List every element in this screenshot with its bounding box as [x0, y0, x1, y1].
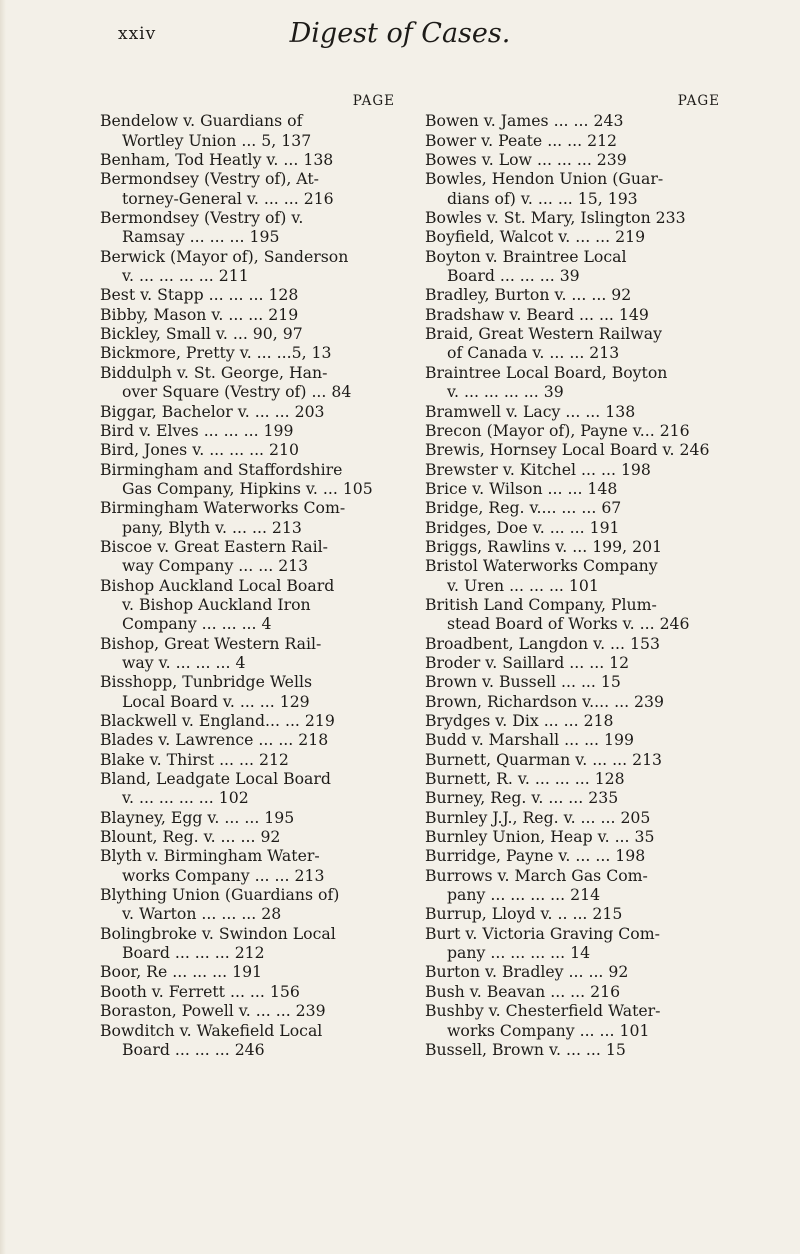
index-entry [100, 343, 395, 362]
index-entry [100, 150, 395, 169]
index-entry [100, 576, 395, 634]
entry-continuation-line: torney-General v. ... ... 216 [122, 188, 334, 208]
entry-line: Bermondsey (Vestry of) v. [100, 208, 304, 228]
entry-continuation-line: dians of) v. ... ... 15, 193 [447, 188, 638, 208]
index-entry [425, 653, 720, 672]
index-entry [425, 982, 720, 1001]
entry-continuation-line: v. ... ... ... ... 211 [122, 266, 249, 286]
entry-line: Bisshopp, Tunbridge Wells [100, 672, 313, 692]
entry-line: Bower v. Peate ... ... 212 [425, 130, 618, 150]
page-title: Digest of Cases. [289, 18, 511, 49]
index-entry [425, 1040, 720, 1059]
index-entry [100, 440, 395, 459]
entry-line: Bendelow v. Guardians of [100, 111, 303, 131]
entry-line: Bowditch v. Wakefield Local [100, 1020, 323, 1040]
entry-line: Blything Union (Guardians of) [100, 885, 340, 905]
right-column [425, 92, 720, 1059]
index-entry [425, 711, 720, 730]
entry-line: Broder v. Saillard ... ... 12 [425, 652, 630, 672]
entry-line: Braintree Local Board, Boyton [425, 362, 668, 382]
entry-line: Birmingham Waterworks Com- [100, 498, 346, 518]
index-entry [425, 518, 720, 537]
index-entry [425, 595, 720, 634]
entry-continuation-line: of Canada v. ... ... 213 [447, 343, 620, 363]
entry-line: Bishop Auckland Local Board [100, 575, 335, 595]
entry-line: Bush v. Beavan ... ... 216 [425, 981, 621, 1001]
entry-line: Boyton v. Braintree Local [425, 246, 627, 266]
index-entry [100, 1021, 395, 1060]
entry-line: Braid, Great Western Railway [425, 324, 662, 344]
entry-line: Blake v. Thirst ... ... 212 [100, 749, 289, 769]
entry-continuation-line: Board ... ... ... 246 [122, 1039, 265, 1059]
index-entry [425, 924, 720, 963]
entry-line: Bradley, Burton v. ... ... 92 [425, 285, 632, 305]
entry-line: Boyfield, Walcot v. ... ... 219 [425, 227, 646, 247]
index-entry [425, 730, 720, 749]
entry-line: Brecon (Mayor of), Payne v... 216 [425, 420, 690, 440]
entry-line: Bowes v. Low ... ... ... 239 [425, 150, 627, 170]
entry-line: Brydges v. Dix ... ... 218 [425, 711, 614, 730]
index-entry [425, 827, 720, 846]
entry-line: Bowen v. James ... ... 243 [425, 111, 624, 131]
entry-line: Brown, Richardson v.... ... 239 [425, 691, 664, 711]
entry-continuation-line: pany ... ... ... ... 14 [447, 943, 591, 963]
index-entry [100, 460, 395, 499]
entry-line: Burton v. Bradley ... ... 92 [425, 962, 629, 982]
index-entry [100, 363, 395, 402]
index-entry [425, 285, 720, 304]
entry-continuation-line: stead Board of Works v. ... 246 [447, 614, 690, 634]
entry-line: Burnett, R. v. ... ... ... 128 [425, 769, 625, 789]
index-entry [425, 788, 720, 807]
left-column [100, 92, 395, 1059]
index-entry [425, 402, 720, 421]
entry-continuation-line: v. ... ... ... ... 102 [122, 788, 249, 808]
entry-line: Brice v. Wilson ... ... 148 [425, 478, 618, 498]
entry-continuation-line: Board ... ... ... 39 [447, 266, 580, 286]
entry-continuation-line: pany ... ... ... ... 214 [447, 885, 601, 905]
index-entry [100, 846, 395, 885]
index-entry [425, 421, 720, 440]
entry-line: Briggs, Rawlins v. ... 199, 201 [425, 536, 663, 556]
index-entry [425, 111, 720, 130]
index-entry [425, 556, 720, 595]
index-entry [425, 150, 720, 169]
entry-line: Birmingham and Staffordshire [100, 459, 343, 479]
index-entry [100, 111, 395, 150]
entry-continuation-line: works Company ... ... 101 [447, 1020, 650, 1040]
index-entry [425, 363, 720, 402]
index-entry [100, 885, 395, 924]
index-entry [100, 324, 395, 343]
index-entry [100, 169, 395, 208]
index-entry [100, 962, 395, 981]
entry-line: Blackwell v. England... ... 219 [100, 711, 335, 730]
entry-line: Bristol Waterworks Company [425, 556, 658, 576]
index-entry [425, 324, 720, 363]
index-entry [100, 672, 395, 711]
index-entry [100, 730, 395, 749]
entry-line: Boraston, Powell v. ... ... 239 [100, 1001, 326, 1021]
entry-line: Berwick (Mayor of), Sanderson [100, 246, 349, 266]
entry-line: Blades v. Lawrence ... ... 218 [100, 730, 329, 750]
entry-continuation-line: v. Uren ... ... ... 101 [447, 575, 599, 595]
entry-continuation-line: v. ... ... ... ... 39 [447, 382, 564, 402]
index-entry [425, 750, 720, 769]
entry-line: Bowles, Hendon Union (Guar- [425, 169, 664, 189]
binding-shadow [0, 0, 6, 1254]
index-entry [100, 402, 395, 421]
index-entry [425, 208, 720, 227]
index-entry [425, 962, 720, 981]
entry-line: Booth v. Ferrett ... ... 156 [100, 981, 300, 1001]
entry-continuation-line: Company ... ... ... 4 [122, 614, 272, 634]
entry-line: Brewster v. Kitchel ... ... 198 [425, 459, 651, 479]
entry-continuation-line: way Company ... ... 213 [122, 556, 309, 576]
index-entry [425, 305, 720, 324]
entry-line: Biggar, Bachelor v. ... ... 203 [100, 401, 325, 421]
entry-line: Boor, Re ... ... ... 191 [100, 962, 263, 982]
index-entry [425, 460, 720, 479]
index-entry [425, 866, 720, 905]
index-entry [100, 208, 395, 247]
index-entry [100, 982, 395, 1001]
entry-line: Bowles v. St. Mary, Islington 233 [425, 208, 686, 228]
entry-line: Bramwell v. Lacy ... ... 138 [425, 401, 636, 421]
index-entry [425, 247, 720, 286]
index-entry [100, 421, 395, 440]
running-head [100, 18, 700, 58]
entry-continuation-line: over Square (Vestry of) ... 84 [122, 382, 352, 402]
entry-continuation-line: v. Bishop Auckland Iron [122, 594, 311, 614]
index-entry [425, 169, 720, 208]
entry-line: Bushby v. Chesterfield Water- [425, 1001, 661, 1021]
entry-line: British Land Company, Plum- [425, 594, 657, 614]
entry-line: Bridges, Doe v. ... ... 191 [425, 517, 620, 537]
index-entry [100, 711, 395, 730]
entry-line: Biddulph v. St. George, Han- [100, 362, 328, 382]
entry-continuation-line: way v. ... ... ... 4 [122, 652, 246, 672]
right-page-label: PAGE [677, 93, 720, 109]
index-entry [100, 634, 395, 673]
index-entry [425, 498, 720, 517]
index-entry [100, 827, 395, 846]
entry-line: Bishop, Great Western Rail- [100, 633, 322, 653]
index-entry [425, 131, 720, 150]
index-entry [100, 285, 395, 304]
index-entry [100, 247, 395, 286]
entry-continuation-line: Local Board v. ... ... 129 [122, 691, 310, 711]
index-entry [100, 924, 395, 963]
entry-line: Bermondsey (Vestry of), At- [100, 169, 319, 189]
index-entry [425, 846, 720, 865]
index-entry [100, 1001, 395, 1020]
index-entry [100, 808, 395, 827]
entry-line: Bridge, Reg. v.... ... ... 67 [425, 498, 622, 518]
entry-continuation-line: Wortley Union ... 5, 137 [122, 130, 312, 150]
entry-line: Bussell, Brown v. ... ... 15 [425, 1039, 626, 1059]
entry-line: Blount, Reg. v. ... ... 92 [100, 827, 281, 847]
page-folio: xxiv [118, 24, 157, 44]
index-entry [100, 305, 395, 324]
entry-continuation-line: v. Warton ... ... ... 28 [122, 904, 282, 924]
index-entry [425, 634, 720, 653]
index-entry [100, 769, 395, 808]
index-entry [425, 227, 720, 246]
entry-continuation-line: Gas Company, Hipkins v. ... 105 [122, 478, 373, 498]
index-entry [425, 440, 720, 459]
entry-continuation-line: works Company ... ... 213 [122, 865, 325, 885]
index-entry [100, 537, 395, 576]
entry-line: Blayney, Egg v. ... ... 195 [100, 807, 295, 827]
index-entry [425, 1001, 720, 1040]
entry-line: Brewis, Hornsey Local Board v. 246 [425, 440, 710, 460]
entry-line: Bolingbroke v. Swindon Local [100, 923, 336, 943]
entry-line: Bird v. Elves ... ... ... 199 [100, 420, 294, 440]
entry-line: Bland, Leadgate Local Board [100, 769, 331, 789]
entry-continuation-line: Board ... ... ... 212 [122, 943, 265, 963]
entry-line: Burridge, Payne v. ... ... 198 [425, 846, 646, 866]
entry-line: Best v. Stapp ... ... ... 128 [100, 285, 299, 305]
index-entry [100, 498, 395, 537]
entry-line: Bickmore, Pretty v. ... ...5, 13 [100, 343, 332, 363]
entry-continuation-line: Ramsay ... ... ... 195 [122, 227, 280, 247]
entry-line: Broadbent, Langdon v. ... 153 [425, 633, 660, 653]
entry-line: Bird, Jones v. ... ... ... 210 [100, 440, 299, 460]
entry-continuation-line: pany, Blyth v. ... ... 213 [122, 517, 302, 537]
index-entry [425, 672, 720, 691]
entry-line: Burt v. Victoria Graving Com- [425, 923, 660, 943]
entry-line: Budd v. Marshall ... ... 199 [425, 730, 634, 750]
entry-line: Burrows v. March Gas Com- [425, 865, 648, 885]
entry-line: Bibby, Mason v. ... ... 219 [100, 304, 299, 324]
index-entry [425, 769, 720, 788]
index-entry [425, 479, 720, 498]
index-entry [425, 808, 720, 827]
index-entry [100, 750, 395, 769]
entry-line: Bradshaw v. Beard ... ... 149 [425, 304, 649, 324]
entry-line: Benham, Tod Heatly v. ... 138 [100, 150, 334, 170]
entry-line: Bickley, Small v. ... 90, 97 [100, 324, 303, 344]
entry-line: Burney, Reg. v. ... ... 235 [425, 788, 619, 808]
index-entry [425, 692, 720, 711]
entry-line: Burnley J.J., Reg. v. ... ... 205 [425, 807, 651, 827]
entry-line: Brown v. Bussell ... ... 15 [425, 672, 621, 692]
entry-line: Burnley Union, Heap v. ... 35 [425, 827, 655, 847]
index-entry [425, 537, 720, 556]
entry-line: Burnett, Quarman v. ... ... 213 [425, 749, 663, 769]
index-entry [425, 904, 720, 923]
entry-line: Burrup, Lloyd v. .. ... 215 [425, 904, 623, 924]
entry-line: Biscoe v. Great Eastern Rail- [100, 536, 328, 556]
entry-line: Blyth v. Birmingham Water- [100, 846, 320, 866]
left-page-label: PAGE [352, 93, 395, 109]
